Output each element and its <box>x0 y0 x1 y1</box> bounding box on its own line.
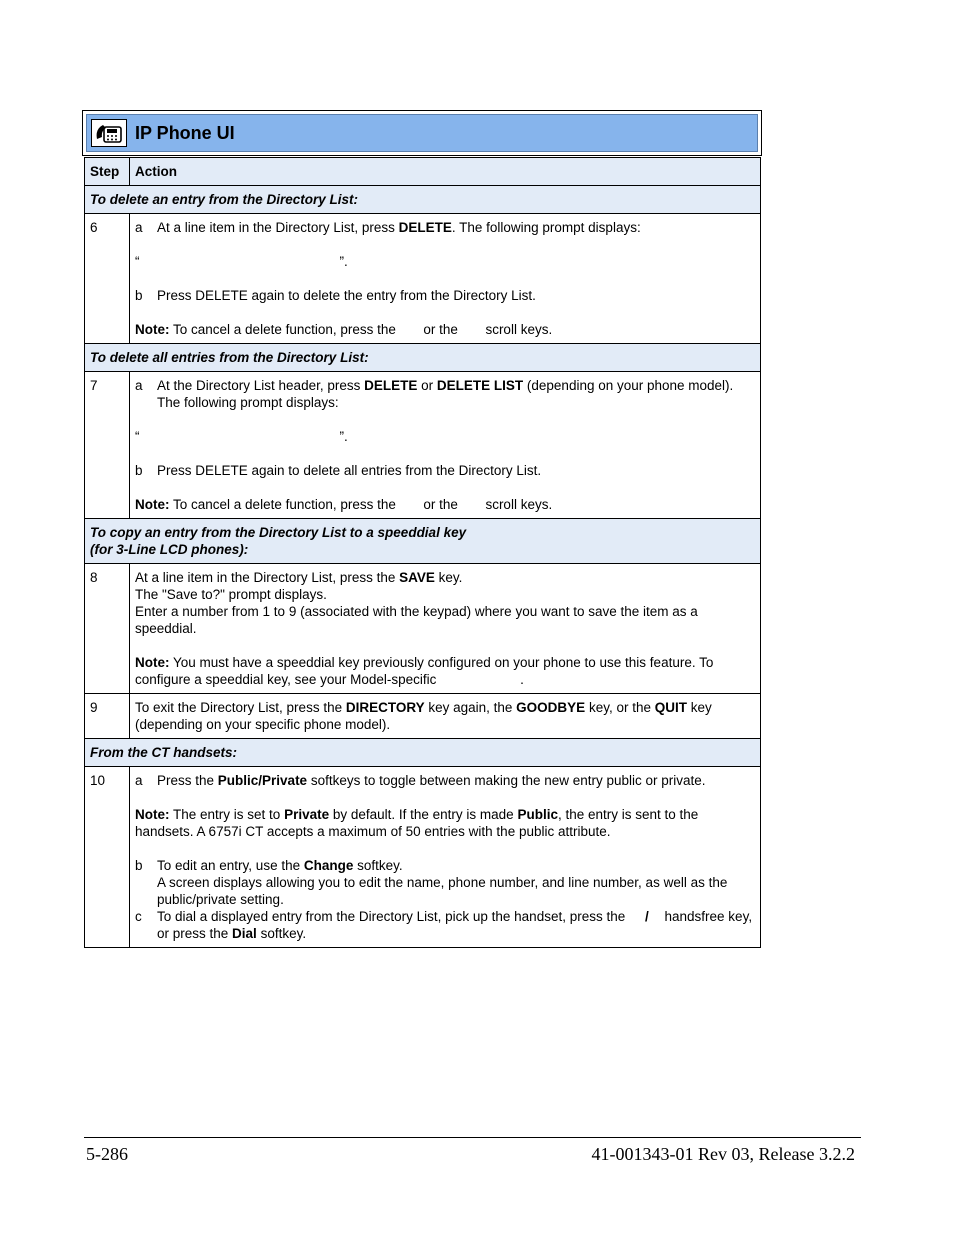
step-number: 8 <box>85 564 130 694</box>
header-banner <box>86 114 758 152</box>
key-name: QUIT <box>654 700 687 715</box>
step-number: 7 <box>85 372 130 519</box>
step-number: 9 <box>85 694 130 739</box>
quote-open: “ <box>135 429 140 444</box>
text: or the <box>419 322 462 337</box>
slash: / <box>645 909 649 924</box>
text: handsfree key, or press the <box>157 909 753 941</box>
prompt-quote <box>135 428 756 445</box>
sub-step-letter: a <box>135 220 143 235</box>
text: softkey. <box>353 858 403 873</box>
column-header-action: Action <box>130 158 761 186</box>
sub-step <box>135 772 756 789</box>
sub-step <box>135 287 756 304</box>
column-header-step: Step <box>85 158 130 186</box>
text: scroll keys. <box>481 497 553 512</box>
sub-step <box>135 908 756 942</box>
text: or <box>417 378 437 393</box>
header-title: IP Phone UI <box>135 122 235 143</box>
table-row <box>85 767 761 948</box>
sub-step <box>135 377 756 411</box>
text: key, or the <box>585 700 655 715</box>
text: softkey. <box>256 926 307 941</box>
text: by default. If the entry is made <box>329 807 518 822</box>
note <box>135 496 756 513</box>
sub-step-text <box>157 908 756 942</box>
table-row <box>85 564 761 694</box>
note-label: Note: <box>135 497 170 512</box>
key-name: Public/Private <box>217 773 308 788</box>
table-row <box>85 694 761 739</box>
sub-step-text <box>157 772 756 789</box>
step-action <box>130 564 761 694</box>
section-row <box>85 186 761 214</box>
section-title-line: To copy an entry from the Directory List to a speeddial key <box>90 525 467 540</box>
note <box>135 321 756 338</box>
note-label: Note: <box>135 655 170 670</box>
section-delete-all: To delete all entries from the Directory List: <box>85 344 761 372</box>
text: At a line item in the Directory List, press <box>157 220 399 235</box>
page-number: 5-286 <box>86 1144 128 1164</box>
ip-phone-ui-header <box>82 110 762 156</box>
quote-open: “ <box>135 254 140 269</box>
section-title-line: (for 3-Line LCD phones): <box>90 542 249 557</box>
step-number: 6 <box>85 214 130 344</box>
text: softkeys to toggle between making the new entry public or private. <box>307 773 706 788</box>
text: To dial a displayed entry from the Directory List, pick up the handset, press the <box>157 909 629 924</box>
sub-step-text <box>157 857 756 908</box>
text: To edit an entry, use the <box>157 858 304 873</box>
text: A screen displays allowing you to edit the name, phone number, and line number, as well as the public/private setting. <box>157 875 728 907</box>
key-name: Dial <box>232 926 257 941</box>
section-delete-entry: To delete an entry from the Directory List: <box>85 186 761 214</box>
text: To cancel a delete function, press the <box>169 322 400 337</box>
sub-step-letter: b <box>135 463 143 478</box>
quote-close: ”. <box>339 254 348 269</box>
text: (depending on your phone model). The following prompt displays: <box>157 378 734 410</box>
section-row <box>85 519 761 564</box>
text: . <box>520 672 524 687</box>
text: . The following prompt displays: <box>451 220 641 235</box>
table-row <box>85 372 761 519</box>
quote-close: ”. <box>339 429 348 444</box>
key-name: Private <box>284 807 330 822</box>
section-copy-speeddial <box>85 519 761 564</box>
action-line: Enter a number from 1 to 9 (associated with the keypad) where you want to save the item as a speeddial. <box>135 604 698 636</box>
step-action <box>130 694 761 739</box>
sub-step-text <box>157 219 756 236</box>
note <box>135 654 756 688</box>
sub-step <box>135 462 756 479</box>
step-action <box>130 372 761 519</box>
key-name: Change <box>303 858 354 873</box>
action-line <box>135 569 756 586</box>
document-id: 41-001343-01 Rev 03, Release 3.2.2 <box>591 1144 855 1164</box>
sub-step-letter: a <box>135 378 143 393</box>
section-row <box>85 344 761 372</box>
key-name: GOODBYE <box>516 700 586 715</box>
text: Press the <box>157 773 218 788</box>
text: key (depending on your specific phone model). <box>135 700 712 732</box>
text: scroll keys. <box>481 322 553 337</box>
text: You must have a speeddial key previously configured on your phone to use this feature. To configure a speeddial key, see your Model-specific <box>135 655 714 687</box>
table-row <box>85 214 761 344</box>
note-label: Note: <box>135 807 170 822</box>
sub-step <box>135 857 756 908</box>
table-header-row <box>85 158 761 186</box>
key-name: DELETE <box>364 378 418 393</box>
section-ct-handsets: From the CT handsets: <box>85 739 761 767</box>
sub-step-letter: c <box>135 909 142 924</box>
procedure-table <box>84 157 761 948</box>
sub-step-letter: b <box>135 288 143 303</box>
text: key. <box>434 570 463 585</box>
text: or the <box>419 497 462 512</box>
key-name: DELETE LIST <box>436 378 524 393</box>
sub-step-text: Press DELETE again to delete all entries from the Directory List. <box>157 463 542 478</box>
step-action <box>130 767 761 948</box>
text: To exit the Directory List, press the <box>135 700 346 715</box>
action-line: The "Save to?" prompt displays. <box>135 587 327 602</box>
text: key again, the <box>424 700 517 715</box>
key-name: SAVE <box>399 570 435 585</box>
section-row <box>85 739 761 767</box>
sub-step <box>135 219 756 236</box>
prompt-quote <box>135 253 756 270</box>
step-action <box>130 214 761 344</box>
step-number: 10 <box>85 767 130 948</box>
phone-icon <box>91 119 127 147</box>
sub-step-letter: a <box>135 773 143 788</box>
note-label: Note: <box>135 322 170 337</box>
text: To cancel a delete function, press the <box>169 497 400 512</box>
sub-step-text <box>157 377 756 411</box>
key-name: DELETE <box>398 220 452 235</box>
sub-step-letter: b <box>135 858 143 873</box>
text: At the Directory List header, press <box>157 378 365 393</box>
text: The entry is set to <box>169 807 285 822</box>
note <box>135 806 756 840</box>
text: At a line item in the Directory List, press the <box>135 570 400 585</box>
footer-rule <box>84 1137 861 1138</box>
key-name: DIRECTORY <box>345 700 425 715</box>
text: , the entry is sent to the handsets. A 6757i CT accepts a maximum of 50 entries with the public attribute. <box>135 807 699 839</box>
key-name: Public <box>517 807 558 822</box>
sub-step-text: Press DELETE again to delete the entry from the Directory List. <box>157 288 536 303</box>
